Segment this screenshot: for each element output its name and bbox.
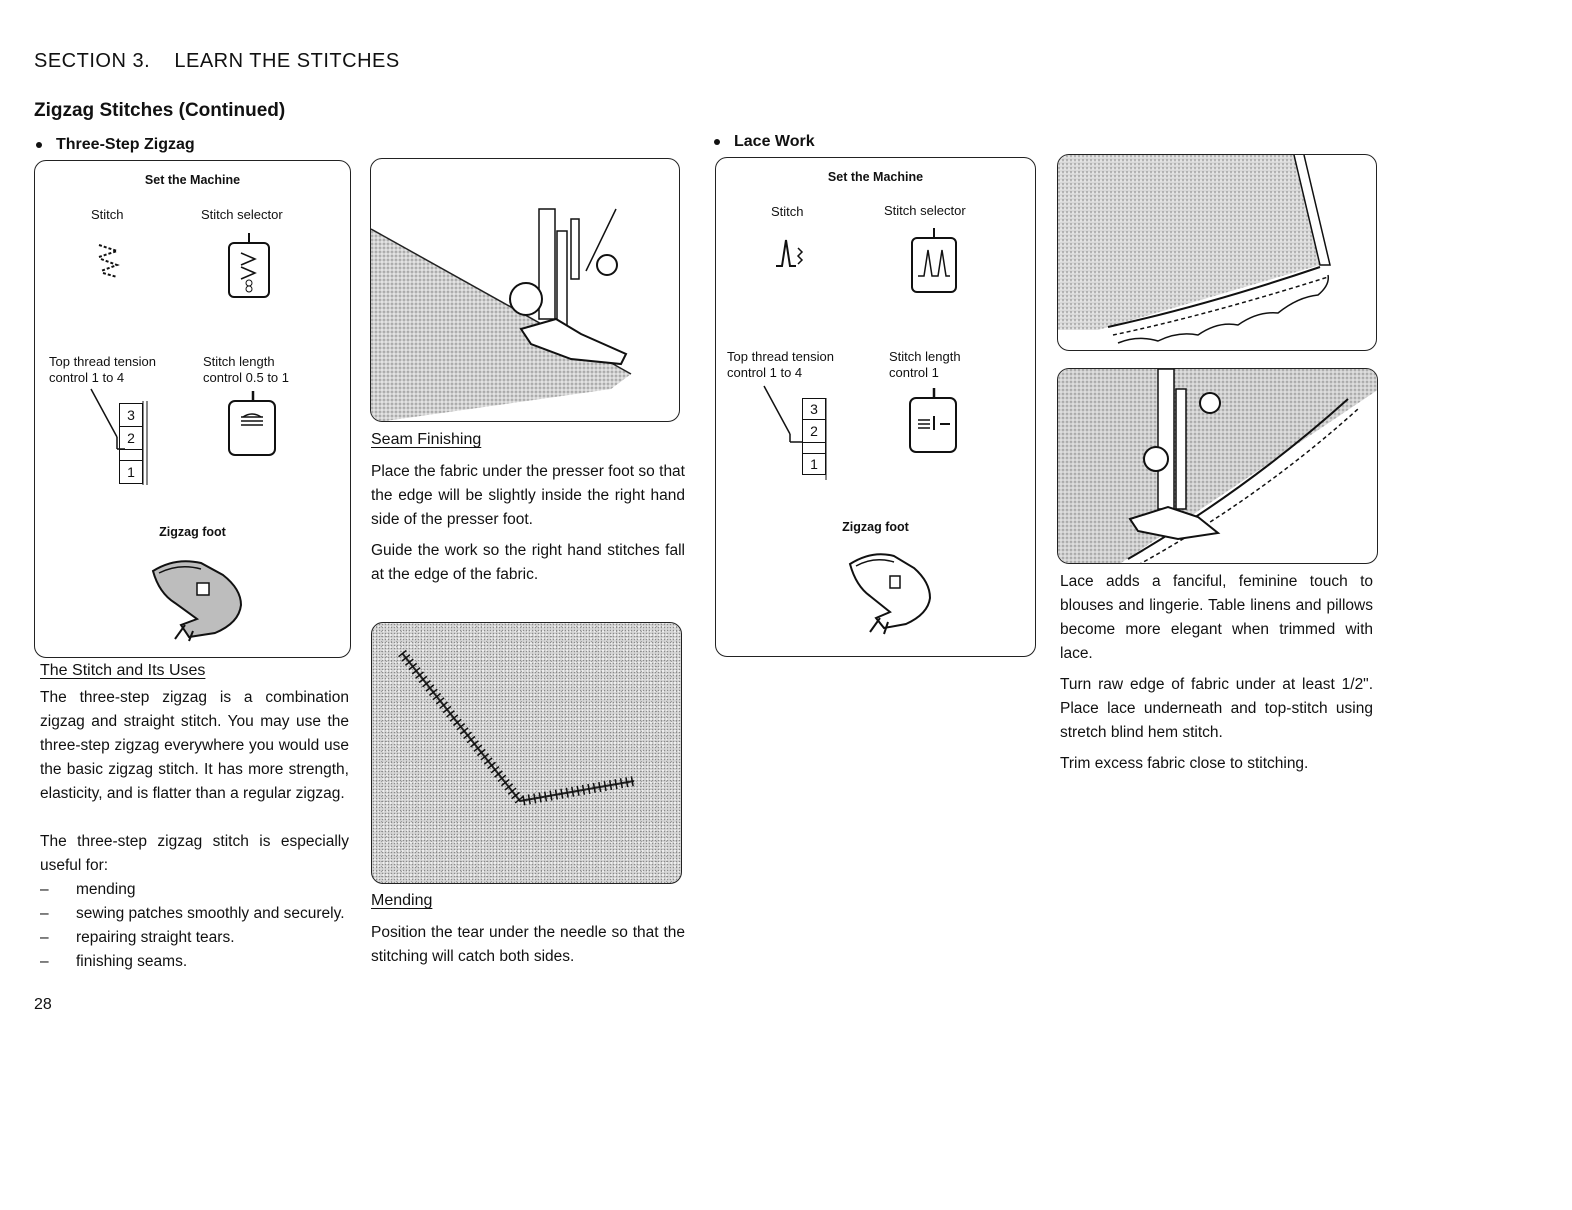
stitch-uses-text: The three-step zigzag is a combination zigzag and straight stitch. You may use the three-step zigzag everywhere you would use the basic zigzag stitch. It has more strength, elasticity, and is flatter than a regular zigzag. [40,689,349,802]
dial-number: 1 [127,464,135,480]
list-item: – repairing straight tears. [40,929,235,946]
lace-work-heading-text: Lace Work [734,133,815,150]
seam-finishing-text: Place the fabric under the presser foot so that the edge will be slightly inside the right hand side of the presser foot. [371,463,685,528]
seam-finishing-illustration [370,158,680,422]
stitch-uses-title: The Stitch and Its Uses [40,662,206,679]
stitch-length-knob-icon [906,386,962,456]
length-label-line-2: control 1 [889,365,939,380]
tension-label-line-2: control 1 to 4 [727,365,803,380]
zigzag-foot-icon [844,548,940,638]
mended-tear-icon [372,623,682,884]
list-item: – finishing seams. [40,953,188,970]
lace-work-heading [714,133,815,151]
stitch-selector-icon [904,226,964,296]
list-item: – sewing patches smoothly and securely. [40,905,345,922]
dial-number: 3 [120,404,142,427]
dial-number: 2 [120,427,142,450]
subsection-heading: Zigzag Stitches (Continued) [34,100,286,121]
list-item: – mending [40,881,136,898]
stitch-label: Stitch [91,207,124,222]
page-number: 28 [34,996,52,1013]
tension-label-line-1: Top thread tension [727,349,834,364]
tension-dial [119,403,143,484]
stitch-selector-label: Stitch selector [201,207,283,222]
stitch-label: Stitch [771,204,804,219]
stitch-selector-label: Stitch selector [884,203,966,218]
uses-list [40,878,349,974]
zigzag-foot-icon [145,553,255,643]
lace-trim-icon [1058,155,1377,351]
bullet-icon [714,139,720,145]
length-label-line-2: control 0.5 to 1 [203,370,289,385]
dial-number: 2 [803,420,825,443]
bullet-icon [36,142,42,148]
lace-instructions-text: Turn raw edge of fabric under at least 1/2". Place lace underneath and top-stitch using stretch blind hem stitch. [1060,676,1373,741]
mending-illustration [371,622,682,884]
tension-label [49,354,156,386]
length-label-line-1: Stitch length [203,354,275,369]
stitch-length-label [203,354,289,386]
foot-label: Zigzag foot [159,525,226,539]
set-machine-panel-three-step [34,160,351,658]
seam-finishing-title: Seam Finishing [371,431,482,448]
stitch-selector-icon [219,231,279,301]
tension-dial [802,398,826,475]
tension-label-line-1: Top thread tension [49,354,156,369]
mending-text: Position the tear under the needle so that the stitching will catch both sides. [371,924,685,965]
mending-title: Mending [371,892,433,909]
presser-foot-illustration-icon [371,159,680,422]
stitch-length-knob-icon [225,389,281,459]
length-label-line-1: Stitch length [889,349,961,364]
useful-for-text: The three-step zigzag stitch is especially useful for: [40,833,349,874]
tension-label-line-2: control 1 to 4 [49,370,125,385]
dial-number: 3 [803,399,825,420]
three-step-zigzag-stitch-icon [91,241,131,281]
set-machine-panel-lace [715,157,1036,657]
section-heading: SECTION 3. LEARN THE STITCHES [34,50,400,72]
lace-edge-illustration [1057,154,1377,351]
seam-finishing-guide-text: Guide the work so the right hand stitches fall at the edge of the fabric. [371,542,685,583]
lace-intro-text: Lace adds a fanciful, feminine touch to blouses and lingerie. Table linens and pillows become more elegant when trimmed with lace. [1060,573,1373,662]
tension-label [727,349,834,381]
three-step-heading-text: Three-Step Zigzag [56,136,195,153]
dial-number: 1 [810,456,818,472]
stitch-length-label [889,349,961,381]
panel-title: Set the Machine [144,173,241,187]
stretch-blind-hem-stitch-icon [772,236,812,276]
panel-title: Set the Machine [827,170,924,184]
lace-trim-text: Trim excess fabric close to stitching. [1060,755,1309,772]
presser-foot-lace-icon [1058,369,1378,564]
lace-sewing-illustration [1057,368,1378,564]
foot-label: Zigzag foot [842,520,909,534]
three-step-heading [36,136,195,154]
